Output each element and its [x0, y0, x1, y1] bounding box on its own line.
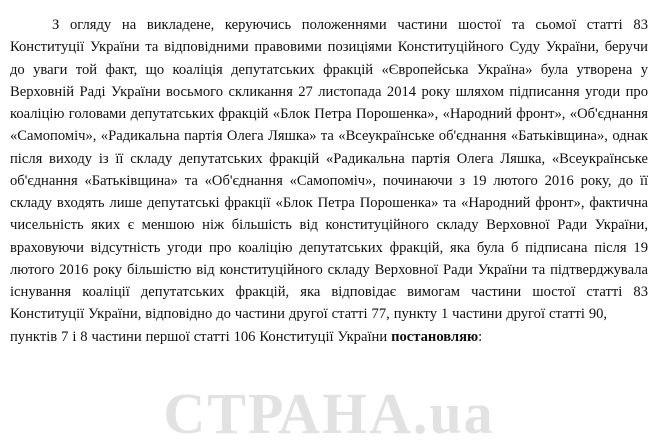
resolution-keyword: постановляю — [391, 328, 479, 345]
document-body — [10, 14, 648, 348]
resolution-text-lead: пунктів 7 і 8 частини першої статті 106 Конституції України — [10, 328, 392, 345]
watermark: СТРАНА.ua — [163, 381, 495, 446]
paragraph-main-ruling — [10, 14, 648, 326]
resolution-text-tail: : — [478, 328, 483, 345]
paragraph-text: З огляду на викладене, керуючись положеннями частини шостої та сьомої статті 83 Конституції України та відповідними правовими позиціями Конституційного Суду України, беручи до уваги той факт, що коаліція депутатських фракцій «Європейська Україна» була утворена у Верховній Раді України восьмого скликання 27 листопада 2014 року шляхом підписання угоди про коаліцію головами депутатських фракцій «Блок Петра Порошенка», «Народний фронт», «Об'єднання «Самопоміч», «Радикальна партія Олега Ляшка» та «Всеукраїнське об'єднання «Батьківщина», однак після виходу із її складу депутатських фракцій «Радикальна партія Олега Ляшка, «Всеукраїнське об'єднання «Батьківщина» та «Об'єднання «Самопоміч», починаючи з 19 лютого 2016 року, до її складу входять лише депутатські фракції «Блок Петра Порошенка» та «Народний фронт», фактична чисельність яких є меншою ніж більшість від конституційного складу Верховної Ради України, враховуючи відсутність угоди про коаліцію депутатських фракцій, яка була б підписана після 19 лютого 2016 року більшістю від конституційного складу Верховної Ради України та підтверджувала існування коаліції депутатських фракцій, яка відповідає вимогам частини шостої статті 83 Конституції України, відповідно до частини другої статті 77, пункту 1 частини другої статті 90, — [10, 17, 648, 323]
paragraph-resolution — [10, 326, 648, 348]
